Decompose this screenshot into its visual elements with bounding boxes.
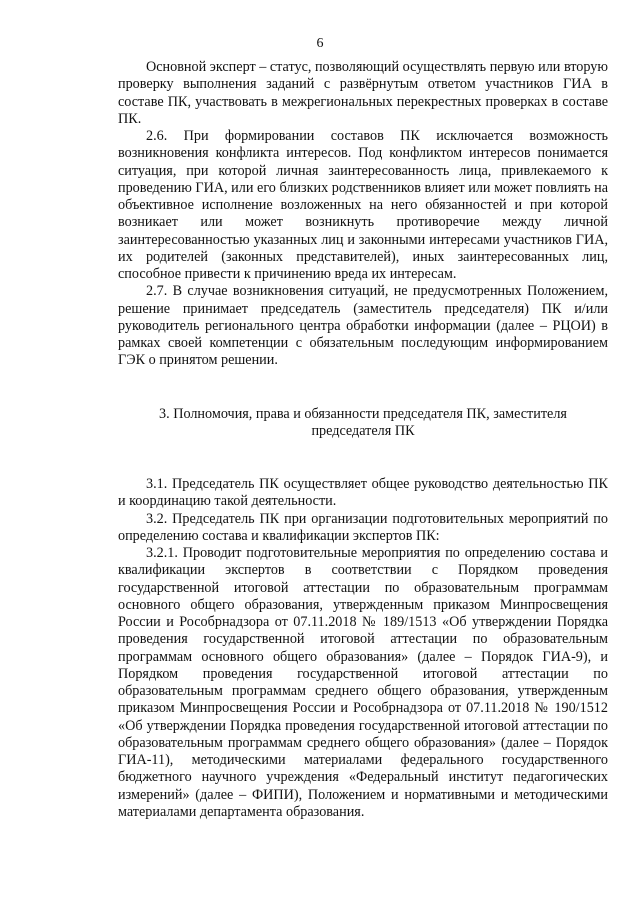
paragraph-3-1: 3.1. Председатель ПК осуществляет общее руководство деятельностью ПК и координацию такой деятельности. (118, 476, 608, 510)
document-body (118, 59, 608, 821)
page-number: 6 (316, 36, 324, 51)
paragraph-main-expert: Основной эксперт – статус, позволяющий осуществлять первую или вторую проверку выполнения заданий с развёрнутым ответом участников ГИА в составе ПК, участвовать в межрегиональных перекрестных проверках в составе ПК. (118, 59, 608, 127)
section-heading: 3. Полномочия, права и обязанности председателя ПК, заместителя председателя ПК (159, 405, 567, 439)
paragraph-2-6: 2.6. При формировании составов ПК исключается возможность возникновения конфликта интересов. Под конфликтом интересов понимается ситуация, при которой личная заинтересованность лица, привлекаемого к проведению ГИА, или его близких родственников влияет или может повлиять на объективное исполнение возложенных на него обязанностей и при которой возникает или может возникнуть противоречие между личной заинтересованностью указанных лиц и законными интересами участников ГИА, их родителей (законных представителей), иных заинтересованных лиц, способное привести к причинению вреда их интересам. (118, 128, 608, 282)
paragraph-3-2-1: 3.2.1. Проводит подготовительные мероприятия по определению состава и квалификации экспертов в соответствии с Порядком проведения государственной итоговой аттестации по образовательным программам основного общего образования, утвержденным приказом Минпросвещения России и Рособрнадзора от 07.11.2018 № 189/1513 «Об утверждении Порядка проведения государственной итоговой аттестации по образовательным программам основного общего образования» (далее – Порядок ГИА-9), и Порядком проведения государственной итоговой аттестации по образовательным программам среднего общего образования, утвержденным приказом Минпросвещения России и Рособрнадзора от 07.11.2018 № 190/1512 «Об утверждении Порядка проведения государственной итоговой аттестации по образовательным программам среднего общего образования» (далее – Порядок ГИА-11), методическими материалами федерального государственного бюджетного научного учреждения «Федеральный институт педагогических измерений» (далее – ФИПИ), Положением и нормативными и методическими материалами департамента образования. (118, 545, 608, 820)
paragraph-3-2: 3.2. Председатель ПК при организации подготовительных мероприятий по определению состава и квалификации экспертов ПК: (118, 510, 608, 544)
paragraph-2-7: 2.7. В случае возникновения ситуаций, не предусмотренных Положением, решение принимает председатель (заместитель председателя) ПК и/или руководитель регионального центра обработки информации (далее – РЦОИ) в рамках своей компетенции с обязательным последующим информированием ГЭК о принятом решении. (118, 283, 608, 369)
